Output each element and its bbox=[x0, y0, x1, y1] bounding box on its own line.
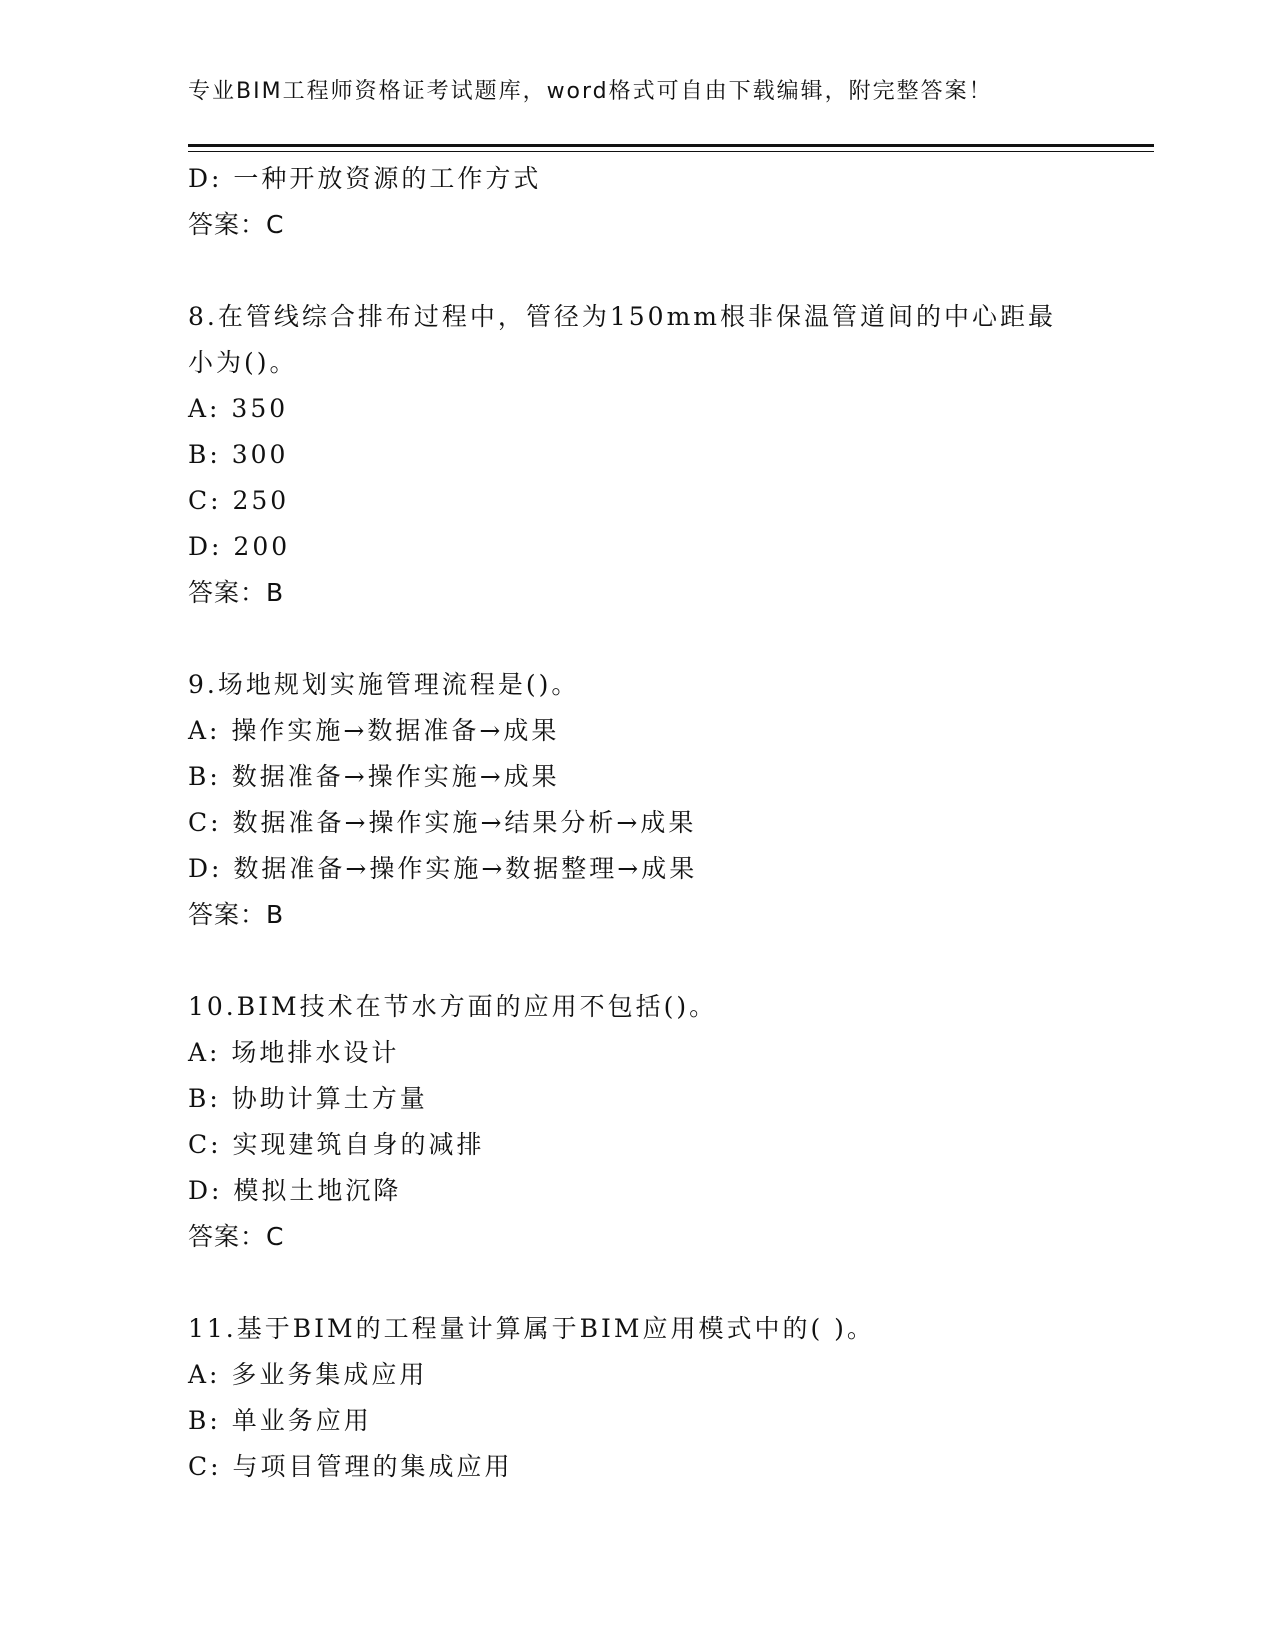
question-content bbox=[188, 156, 1154, 1490]
spacer bbox=[188, 938, 1154, 984]
option-c: C: 实现建筑自身的减排 bbox=[188, 1130, 485, 1159]
spacer bbox=[188, 1260, 1154, 1306]
answer: 答案：B bbox=[188, 900, 285, 929]
option-a: A: 350 bbox=[188, 394, 289, 423]
answer: 答案：B bbox=[188, 578, 285, 607]
spacer bbox=[188, 248, 1154, 294]
option-c: C: 与项目管理的集成应用 bbox=[188, 1452, 513, 1481]
prev-question-option-d: D: 一种开放资源的工作方式 bbox=[188, 164, 542, 193]
page-header: 专业BIM工程师资格证考试题库，word格式可自由下载编辑，附完整答案！ bbox=[188, 79, 993, 104]
option-a: A: 操作实施→数据准备→成果 bbox=[188, 716, 560, 745]
option-b: B: 数据准备→操作实施→成果 bbox=[188, 762, 560, 791]
option-c: C: 数据准备→操作实施→结果分析→成果 bbox=[188, 808, 697, 837]
header-rule-thin bbox=[188, 151, 1154, 152]
option-d: D: 数据准备→操作实施→数据整理→成果 bbox=[188, 854, 698, 883]
question-10 bbox=[188, 984, 1154, 1260]
question-9 bbox=[188, 662, 1154, 938]
option-c: C: 250 bbox=[188, 486, 290, 515]
option-a: A: 场地排水设计 bbox=[188, 1038, 400, 1067]
question-8 bbox=[188, 294, 1154, 616]
spacer bbox=[188, 616, 1154, 662]
question-stem: 9.场地规划实施管理流程是()。 bbox=[188, 670, 580, 699]
question-stem: 10.BIM技术在节水方面的应用不包括()。 bbox=[188, 992, 718, 1021]
header-rule-thick bbox=[188, 144, 1154, 147]
question-11 bbox=[188, 1306, 1154, 1490]
prev-question-answer: 答案：C bbox=[188, 210, 285, 239]
option-b: B: 300 bbox=[188, 440, 289, 469]
option-b: B: 协助计算土方量 bbox=[188, 1084, 428, 1113]
option-d: D: 模拟土地沉降 bbox=[188, 1176, 402, 1205]
question-stem-continued: 小为()。 bbox=[188, 348, 298, 377]
question-stem: 8.在管线综合排布过程中，管径为150mm根非保温管道间的中心距最 bbox=[188, 302, 1056, 331]
option-a: A: 多业务集成应用 bbox=[188, 1360, 428, 1389]
answer: 答案：C bbox=[188, 1222, 285, 1251]
option-d: D: 200 bbox=[188, 532, 291, 561]
option-b: B: 单业务应用 bbox=[188, 1406, 372, 1435]
question-stem: 11.基于BIM的工程量计算属于BIM应用模式中的( )。 bbox=[188, 1314, 875, 1343]
